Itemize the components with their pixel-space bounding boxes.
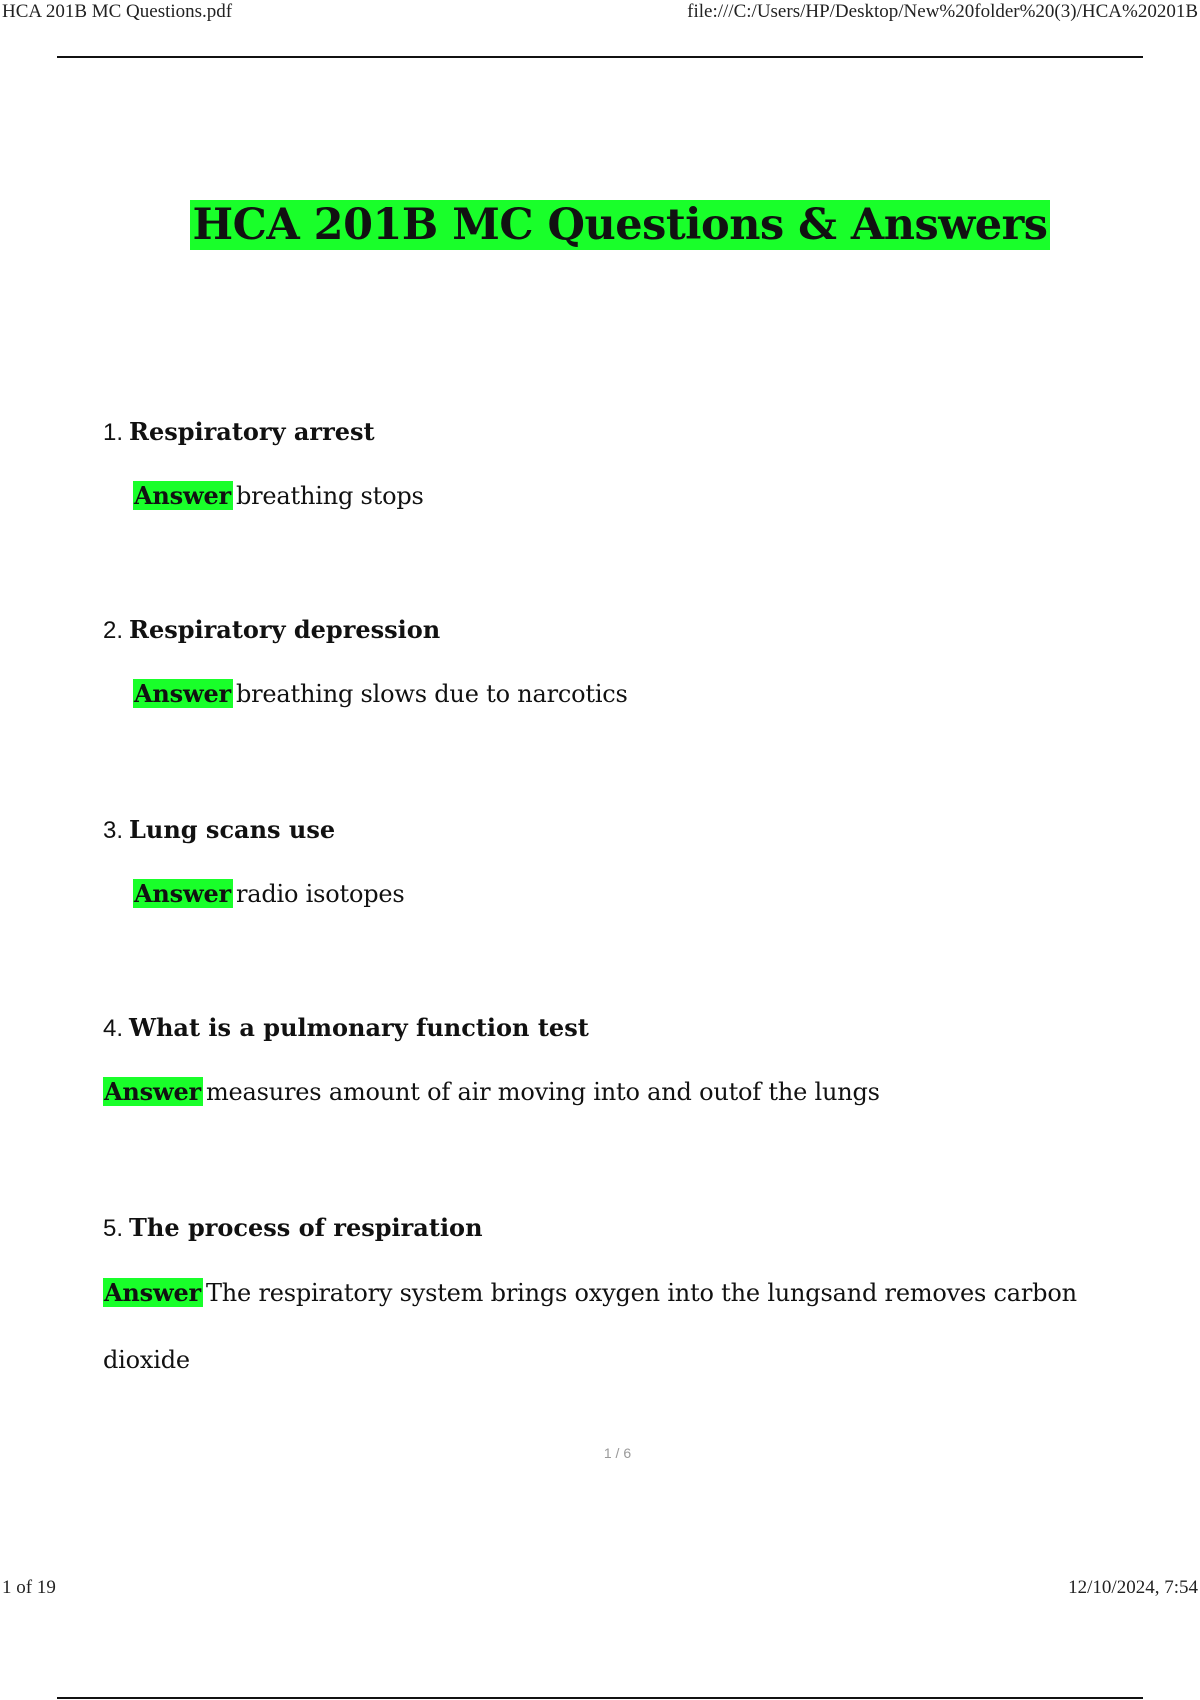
qa-item-5 xyxy=(103,1212,1103,1394)
qa-item-3 xyxy=(103,814,1103,910)
question-number: 2. xyxy=(103,617,124,644)
print-timestamp: 12/10/2024, 7:54 xyxy=(1068,1577,1198,1598)
question-number: 5. xyxy=(103,1215,124,1242)
question-text: What is a pulmonary function test xyxy=(129,1013,589,1042)
answer xyxy=(103,1076,1103,1108)
page-title xyxy=(0,196,1200,254)
document-filename: HCA 201B MC Questions.pdf xyxy=(2,1,233,22)
answer-text: breathing slows due to narcotics xyxy=(235,680,628,708)
answer-label: Answer xyxy=(134,679,231,708)
answer-label: Answer xyxy=(134,879,231,908)
print-page-count: 1 of 19 xyxy=(2,1577,56,1598)
print-header xyxy=(0,0,1200,26)
footer-divider xyxy=(57,1697,1143,1699)
document-file-path: file:///C:/Users/HP/Desktop/New%20folder%20(3)/HCA%20201B xyxy=(687,1,1198,22)
question xyxy=(103,416,1103,449)
answer-label: Answer xyxy=(134,481,231,510)
answer xyxy=(103,678,1103,710)
page-title-text: HCA 201B MC Questions & Answers xyxy=(192,200,1048,250)
question xyxy=(103,614,1103,647)
answer-label: Answer xyxy=(104,1077,201,1106)
answer-label: Answer xyxy=(104,1278,201,1307)
page-indicator: 1 / 6 xyxy=(603,1445,632,1461)
qa-item-4 xyxy=(103,1012,1103,1108)
answer xyxy=(103,878,1103,910)
print-footer xyxy=(0,1576,1200,1602)
question-text: Respiratory arrest xyxy=(129,417,375,446)
question xyxy=(103,1212,1103,1245)
question-text: Respiratory depression xyxy=(129,615,441,644)
question-number: 1. xyxy=(103,419,124,446)
question xyxy=(103,1012,1103,1045)
qa-item-1 xyxy=(103,416,1103,512)
answer xyxy=(103,480,1103,512)
answer xyxy=(103,1259,1093,1394)
qa-item-2 xyxy=(103,614,1103,710)
question-number: 4. xyxy=(103,1015,124,1042)
answer-text: The respiratory system brings oxygen into the lungsand removes carbon dioxide xyxy=(103,1279,1077,1374)
question-text: Lung scans use xyxy=(129,815,336,844)
question xyxy=(103,814,1103,847)
answer-text: measures amount of air moving into and outof the lungs xyxy=(205,1078,880,1106)
question-number: 3. xyxy=(103,817,124,844)
answer-text: breathing stops xyxy=(235,482,424,510)
question-text: The process of respiration xyxy=(129,1213,483,1242)
header-divider xyxy=(57,56,1143,58)
answer-text: radio isotopes xyxy=(235,880,405,908)
